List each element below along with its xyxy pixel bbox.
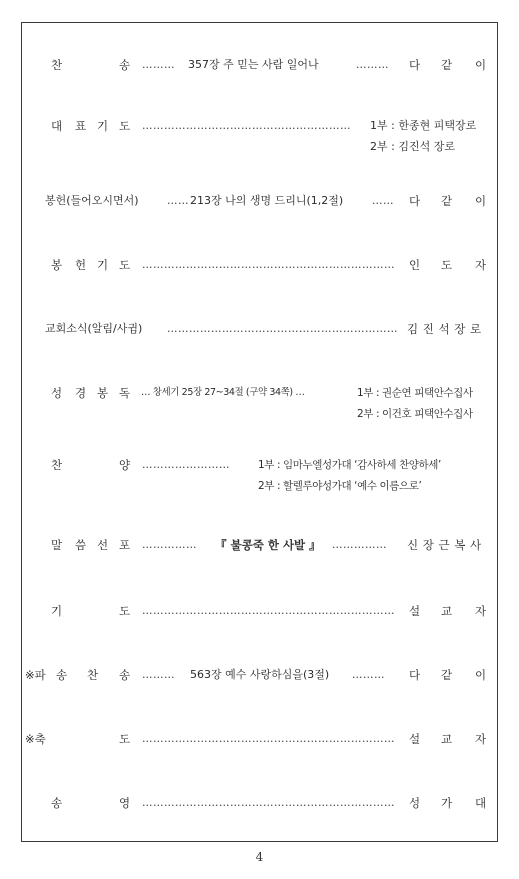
row-label-char: 성 [51, 386, 63, 400]
leader-dots: …… [167, 195, 189, 207]
performer-char: 이 [475, 668, 487, 682]
row-label-char: ※파 [25, 668, 46, 682]
performer-char: 설 [409, 604, 421, 618]
performer-char: 도 [441, 258, 453, 272]
order-row-offering [22, 191, 497, 211]
preacher-name: 신 장 근 복 사 [407, 538, 482, 552]
performer-char: 자 [475, 604, 487, 618]
leader-dots: …… [372, 195, 394, 207]
order-row-church-news [22, 319, 497, 339]
row-label-char: 도 [119, 604, 131, 618]
page-number: 4 [255, 850, 264, 864]
reader-line: 2부 : 이건호 피택안수집사 [357, 408, 473, 420]
row-label-char: 헌 [75, 258, 87, 272]
row-label-char: 대 [51, 119, 63, 133]
order-row-sermon [22, 535, 497, 555]
row-label-char: 송 [119, 58, 131, 72]
leader-dots: ……… [356, 59, 389, 71]
hymn-title: 213장 나의 생명 드리니(1,2절) [190, 194, 344, 207]
row-label-char: 봉 [51, 258, 63, 272]
row-label-char: 도 [119, 119, 131, 133]
service-leader-line: 2부 : 김진석 장로 [370, 140, 455, 153]
row-label-char: ※축 [25, 732, 46, 746]
leader-dots: …………… [332, 539, 387, 551]
hymn-title: 357장 주 믿는 사람 일어나 [188, 58, 319, 71]
row-label-char: 찬 [51, 458, 63, 472]
performer-char: 다 [409, 58, 421, 72]
order-row-prayer [22, 601, 497, 621]
order-row-choir-anthem [22, 455, 497, 492]
row-label-char: 말 [51, 538, 63, 552]
performer-char: 같 [441, 194, 453, 208]
row-label-char: 송 [119, 668, 131, 682]
row-label-char: 경 [75, 386, 87, 400]
row-label-char: 도 [119, 732, 131, 746]
row-label-char: 기 [51, 604, 63, 618]
row-label: 봉헌(들어오시면서) [45, 194, 139, 207]
performer-char: 교 [441, 732, 453, 746]
sermon-title: 『 불콩죽 한 사발 』 [215, 538, 321, 552]
row-label-char: 송 [56, 668, 68, 682]
leader-dots: …………………………………………………………… [142, 259, 395, 271]
leader-dots: ………………………………………………… [142, 120, 351, 132]
row-label-char: 기 [97, 119, 109, 133]
service-leader-line: 1부 : 한종현 피택장로 [370, 119, 477, 132]
performer-char: 성 [409, 796, 421, 810]
scripture-reference: … 창세기 25장 27~34절 (구약 34쪽) … [141, 387, 305, 398]
order-row-offering-prayer [22, 255, 497, 275]
row-label-char: 송 [51, 796, 63, 810]
hymn-title: 563장 예수 사랑하심을(3절) [190, 668, 330, 681]
performer-char: 이 [475, 194, 487, 208]
performer-char: 다 [409, 668, 421, 682]
leader-dots: …………………………………………………………… [142, 733, 395, 745]
performer-char: 다 [409, 194, 421, 208]
row-label-char: 포 [119, 538, 131, 552]
leader-dots: …………………………………………………………… [142, 605, 395, 617]
order-row-representative-prayer [22, 116, 497, 153]
reader-line: 1부 : 권순연 피택안수집사 [357, 387, 473, 399]
order-row-scripture-reading [22, 383, 497, 420]
performer-char: 설 [409, 732, 421, 746]
leader-dots: ……… [142, 669, 175, 681]
order-row-doxology [22, 793, 497, 813]
row-label-char: 표 [75, 119, 87, 133]
leader-dots: …………………………………………………………… [142, 797, 395, 809]
choir-line: 1부 : 임마누엘성가대 ‘감사하세 찬양하세’ [258, 459, 441, 471]
performer-char: 자 [475, 258, 487, 272]
row-label-char: 선 [97, 538, 109, 552]
row-label-char: 봉 [97, 386, 109, 400]
row-label: 교회소식(알림/사귐) [45, 322, 143, 335]
leader-dots: ……………………………………………………… [167, 323, 398, 335]
row-label-char: 양 [119, 458, 131, 472]
performer-char: 이 [475, 58, 487, 72]
performer-char: 자 [475, 732, 487, 746]
row-label-char: 독 [119, 386, 131, 400]
leader-dots: …………………… [142, 459, 230, 471]
choir-line: 2부 : 할렐루야성가대 ‘예수 이름으로’ [258, 480, 422, 492]
row-label-char: 도 [119, 258, 131, 272]
performer-char: 인 [409, 258, 421, 272]
order-row-sending-hymn [22, 665, 497, 685]
row-label-char: 찬 [51, 58, 63, 72]
order-row-hymn [22, 55, 497, 75]
leader-dots: ……… [142, 59, 175, 71]
row-label-char: 찬 [87, 668, 99, 682]
leader-dots: ……… [352, 669, 385, 681]
row-label-char: 기 [97, 258, 109, 272]
performer-char: 같 [441, 668, 453, 682]
row-label-char: 씀 [75, 538, 87, 552]
order-row-benediction [22, 729, 497, 749]
performer-char: 가 [441, 796, 453, 810]
leader-dots: …………… [142, 539, 197, 551]
performer-char: 같 [441, 58, 453, 72]
bulletin-frame [21, 22, 498, 842]
performer-char: 교 [441, 604, 453, 618]
row-label-char: 영 [119, 796, 131, 810]
presenter-name: 김 진 석 장 로 [407, 322, 482, 336]
performer-char: 대 [475, 796, 487, 810]
